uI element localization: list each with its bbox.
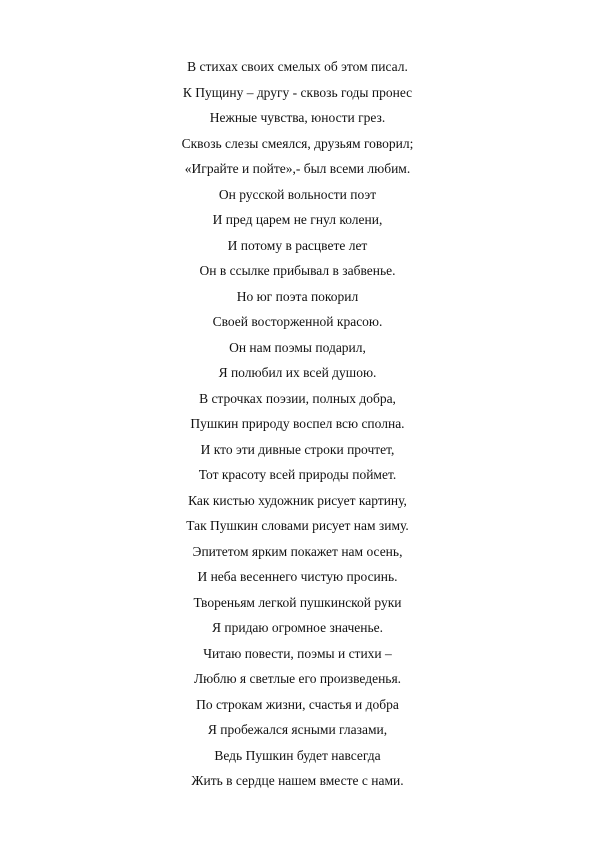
poem-line: «Играйте и пойте»,- был всеми любим. bbox=[184, 161, 411, 176]
poem-line: Тот красоту всей природы поймет. bbox=[198, 467, 397, 482]
poem-line: Читаю повести, поэмы и стихи – bbox=[203, 645, 392, 661]
poem-line: Жить в сердце нашем вместе с нами. bbox=[191, 773, 404, 788]
poem-line: Как кистью художник рисует картину, bbox=[188, 492, 407, 508]
poem-line: В строчках поэзии, полных добра, bbox=[199, 390, 396, 406]
poem-line: Я полюбил их всей душою. bbox=[218, 365, 377, 380]
poem-line: Люблю я светлые его произведенья. bbox=[193, 671, 402, 686]
poem-line: Он нам поэмы подарил, bbox=[229, 339, 366, 355]
poem-line: По строкам жизни, счастья и добра bbox=[196, 696, 399, 712]
poem-line: И потому в расцвете лет bbox=[227, 237, 368, 253]
poem-line: Так Пушкин словами рисует нам зиму. bbox=[186, 518, 409, 533]
poem-line: Он русской вольности поэт bbox=[218, 186, 377, 202]
poem-line: Но юг поэта покорил bbox=[236, 288, 359, 304]
poem-text bbox=[0, 57, 595, 797]
poem-line: Сквозь слезы смеялся, друзьям говорил; bbox=[181, 135, 414, 151]
poem-line: Я придаю огромное значенье. bbox=[211, 620, 384, 635]
poem-line: Ведь Пушкин будет навсегда bbox=[214, 747, 381, 763]
poem-line: И неба весеннего чистую просинь. bbox=[197, 569, 398, 584]
poem-line: К Пущину – другу - сквозь годы пронес bbox=[182, 84, 413, 100]
poem-line: И кто эти дивные строки прочтет, bbox=[200, 441, 395, 457]
poem-line: Нежные чувства, юности грез. bbox=[209, 110, 386, 125]
poem-line: Он в ссылке прибывал в забвенье. bbox=[199, 263, 396, 278]
poem-line: Своей восторженной красою. bbox=[212, 314, 383, 329]
poem-line: И пред царем не гнул колени, bbox=[212, 212, 383, 227]
poem-line: Я пробежался ясными глазами, bbox=[207, 722, 388, 737]
poem-line: Эпитетом ярким покажет нам осень, bbox=[192, 543, 403, 559]
poem-line: Пушкин природу воспел всю сполна. bbox=[190, 416, 405, 431]
poem-line: В стихах своих смелых об этом писал. bbox=[187, 59, 408, 74]
poem-line: Твореньям легкой пушкинской руки bbox=[193, 594, 402, 610]
